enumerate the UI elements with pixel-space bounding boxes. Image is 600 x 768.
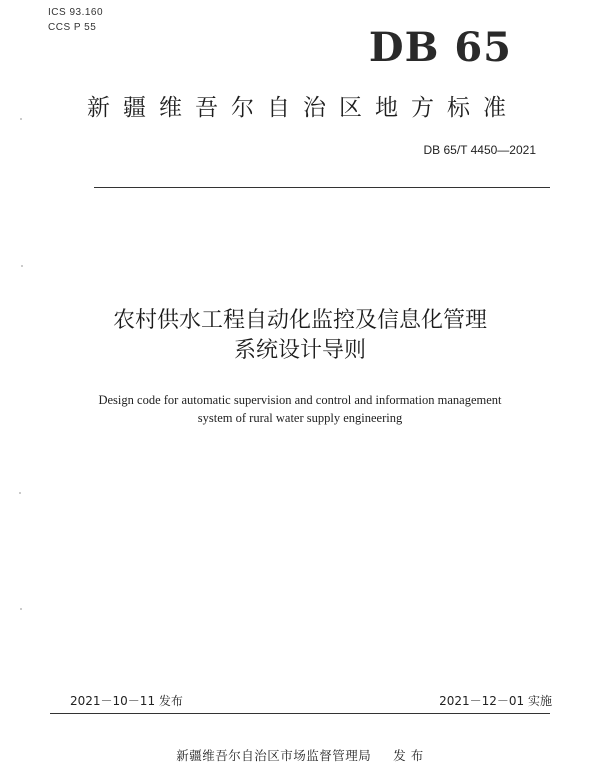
scan-speck [21, 265, 23, 267]
chinese-title-line2: 系统设计导则 [233, 338, 366, 363]
ics-code: ICS 93.160 [48, 7, 104, 18]
standard-category-title: 新疆维吾尔自治区地方标准 [87, 95, 519, 121]
header-divider [94, 187, 550, 188]
scan-speck [19, 492, 21, 494]
issuer-name: 新疆维吾尔自治区市场监督管理局 [176, 748, 372, 763]
english-title-line1: Design code for automatic supervision and control and information management [98, 393, 502, 407]
chinese-title-line1: 农村供水工程自动化监控及信息化管理 [112, 308, 487, 333]
db65-logo: DB 65 [368, 24, 512, 71]
issuer-action: 发 布 [393, 748, 424, 763]
ccs-code: CCS P 55 [48, 22, 97, 33]
issuer-line [0, 746, 600, 764]
scan-speck [20, 608, 22, 610]
standard-code: DB 65/T 4450—2021 [423, 143, 536, 157]
footer-divider [50, 713, 550, 714]
implementation-date: 2021－12－01 实施 [439, 694, 552, 708]
issue-date: 2021－10－11 发布 [70, 694, 183, 708]
scan-speck [20, 118, 22, 120]
english-title-line2: system of rural water supply engineering [197, 411, 403, 425]
